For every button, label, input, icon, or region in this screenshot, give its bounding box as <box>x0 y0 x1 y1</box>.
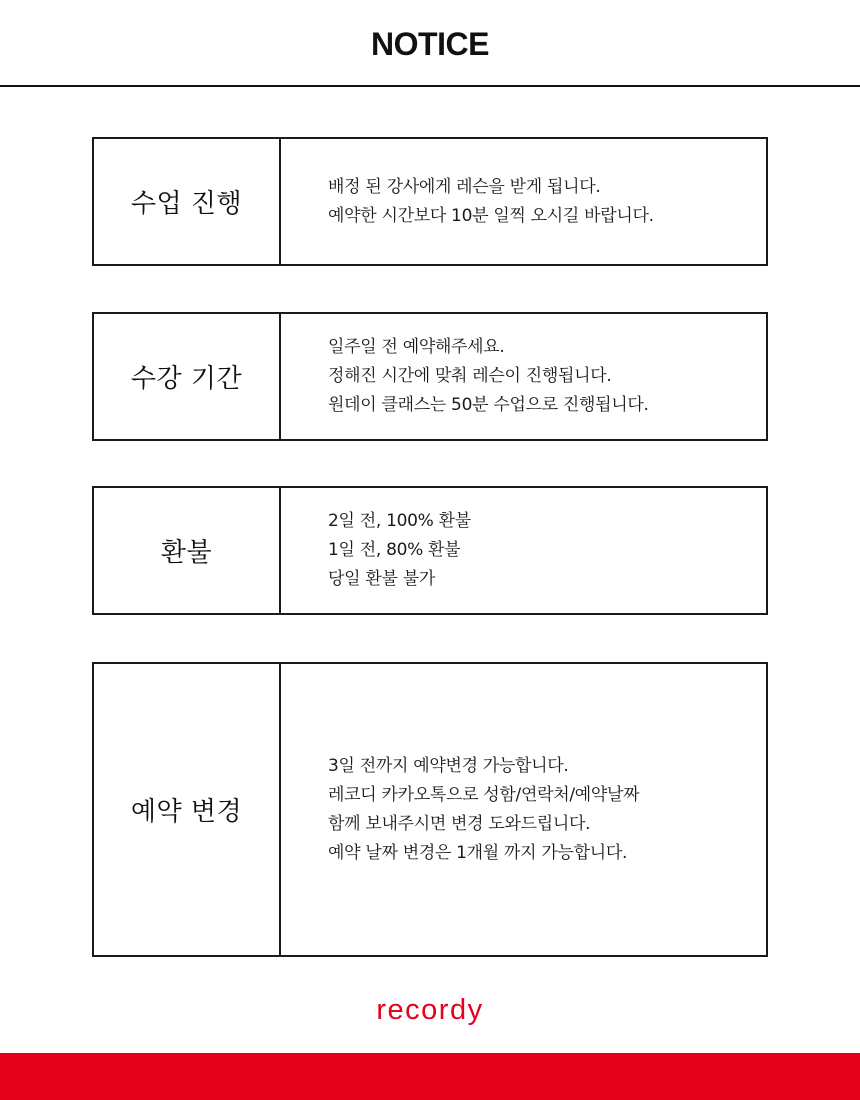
notice-label: 수업 진행 <box>94 139 281 264</box>
notice-box-refund <box>92 486 768 615</box>
notice-line: 일주일 전 예약해주세요. <box>328 337 505 357</box>
notice-box-reservation-change <box>92 662 768 957</box>
notice-line: 3일 전까지 예약변경 가능합니다. <box>328 755 569 776</box>
notice-line: 당일 환불 불가 <box>328 569 435 589</box>
notice-content <box>281 314 766 439</box>
page-title: NOTICE <box>371 26 489 62</box>
notice-line: 함께 보내주시면 변경 도와드립니다. <box>328 813 591 834</box>
page-header <box>0 0 860 87</box>
notice-line: 예약 날짜 변경은 1개월 까지 가능합니다. <box>328 842 628 863</box>
notice-line: 레코디 카카오톡으로 성함/연락처/예약날짜 <box>328 784 640 805</box>
notice-line: 2일 전, 100% 환불 <box>328 511 471 531</box>
notice-line: 1일 전, 80% 환불 <box>328 540 461 560</box>
notice-box-class-progress <box>92 137 768 266</box>
notice-content <box>281 488 766 613</box>
notice-content <box>281 139 766 264</box>
notice-line: 원데이 클래스는 50분 수업으로 진행됩니다. <box>328 395 649 415</box>
notice-box-enrollment-period <box>92 312 768 441</box>
notice-label: 수강 기간 <box>94 314 281 439</box>
notice-label: 환불 <box>94 488 281 613</box>
brand-logo: recordy <box>376 994 484 1026</box>
notice-line: 예약한 시간보다 10분 일찍 오시길 바랍니다. <box>328 205 654 226</box>
footer-accent-bar <box>0 1053 860 1100</box>
notice-line: 배정 된 강사에게 레슨을 받게 됩니다. <box>328 176 601 197</box>
notice-label: 예약 변경 <box>94 664 281 955</box>
notice-line: 정해진 시간에 맞춰 레슨이 진행됩니다. <box>328 366 612 386</box>
notice-content <box>281 664 766 955</box>
